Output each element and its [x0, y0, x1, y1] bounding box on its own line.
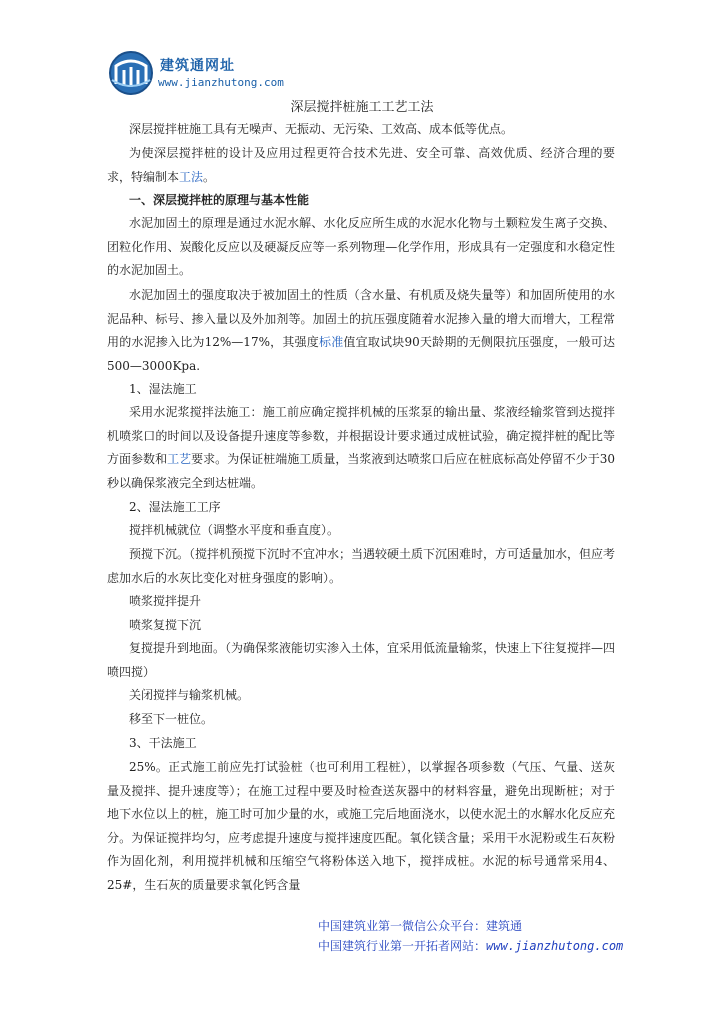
- intro-paragraph: 深层搅拌桩施工具有无噪声、无振动、无污染、工效高、成本低等优点。: [129, 122, 514, 136]
- dry-method-paragraph: 25%。正式施工前应先打试验桩（也可利用工程桩），以掌握各项参数（气压、气量、送灰量及搅拌、提升速度等）；在施工过程中要及时检查送灰器中的材料容量，避免出现断桩；对于地下水位以上的桩，施工时可加少量的水，或施工完后地面浇水，以使水泥土的水解水化反应充分。为保证搅拌均匀，应考虑提升速度与搅拌速度匹配。氧化镁含量；采用干水泥粉或生石灰粉作为固化剂，利用搅拌机械和压缩空气将粉体送入地下，搅拌成桩。水泥的标号通常采用4、25#，生石灰的质量要求氧化钙含量: [107, 760, 615, 892]
- page-title: 深层搅拌桩施工工艺工法: [290, 100, 434, 115]
- step-shutdown: 关闭搅拌与输浆机械。: [129, 688, 250, 702]
- brand-name: 建筑通网址: [160, 58, 235, 74]
- purpose-paragraph: 为使深层搅拌桩的设计及应用过程更符合技术先进、安全可靠、高效优质、经济合理的要求，特编制本工法。: [107, 146, 615, 184]
- strength-paragraph: 水泥加固土的强度取决于被加固土的性质（含水量、有机质及烧失量等）和加固所使用的水泥品种、标号、掺入量以及外加剂等。加固土的抗压强度随着水泥掺入量的增大而增大，工程常用的水泥掺入比为12%—17%，其强度标准值宜取试块90天龄期的无侧限抗压强度，一般可达500—3000Kpa.: [107, 288, 615, 373]
- step-relift: 复搅提升到地面。（为确保浆液能切实渗入土体，宜采用低流量输浆，快速上下往复搅拌—四喷四搅）: [107, 641, 616, 679]
- wet-method-paragraph: 采用水泥浆搅拌法施工：施工前应确定搅拌机械的压浆泵的输出量、浆液经输浆管到达搅拌机喷浆口的时间以及设备提升速度等参数，并根据设计要求通过成桩试验，确定搅拌桩的配比等方面参数和工艺要求。为保证桩端施工质量，当浆液到达喷浆口后应在桩底标高处停留不少于30秒以确保浆液完全到达桩端。: [107, 405, 615, 490]
- footer-url[interactable]: www.jianzhutong.com: [486, 939, 624, 953]
- step-spray-resink: 喷浆复搅下沉: [129, 618, 202, 632]
- brand-url[interactable]: www.jianzhutong.com: [158, 76, 284, 89]
- step-move: 移至下一桩位。: [129, 712, 214, 726]
- gongyi-link[interactable]: 工艺: [167, 452, 192, 466]
- footer-wechat: 中国建筑业第一微信公众平台：建筑通: [318, 919, 523, 933]
- gongfa-link[interactable]: 工法: [179, 169, 204, 184]
- principle-paragraph: 水泥加固土的原理是通过水泥水解、水化反应所生成的水泥水化物与土颗粒发生离子交换、团粒化作用、炭酸化反应以及硬凝反应等一系列物理—化学作用，形成具有一定强度和水稳定性的水泥加固土。: [107, 216, 615, 277]
- step-pre-sink: 预搅下沉。（搅拌机预搅下沉时不宜冲水；当遇较硬土质下沉困难时，方可适量加水，但应考虑加水后的水灰比变化对桩身强度的影响）。: [107, 547, 616, 585]
- section-heading-dry: 3、干法施工: [129, 736, 197, 750]
- biaozhun-link[interactable]: 标准: [319, 335, 344, 349]
- section-heading-wet-steps: 2、湿法施工工序: [129, 500, 221, 514]
- section-heading-wet: 1、湿法施工: [129, 382, 197, 396]
- footer-website: 中国建筑行业第一开拓者网站：www.jianzhutong.com: [318, 939, 624, 953]
- step-spray-lift: 喷浆搅拌提升: [129, 594, 202, 608]
- jianzhutong-globe-logo-icon: [108, 50, 154, 96]
- step-position: 搅拌机械就位（调整水平度和垂直度）。: [129, 523, 340, 537]
- section-heading-principle: 一、深层搅拌桩的原理与基本性能: [129, 193, 310, 207]
